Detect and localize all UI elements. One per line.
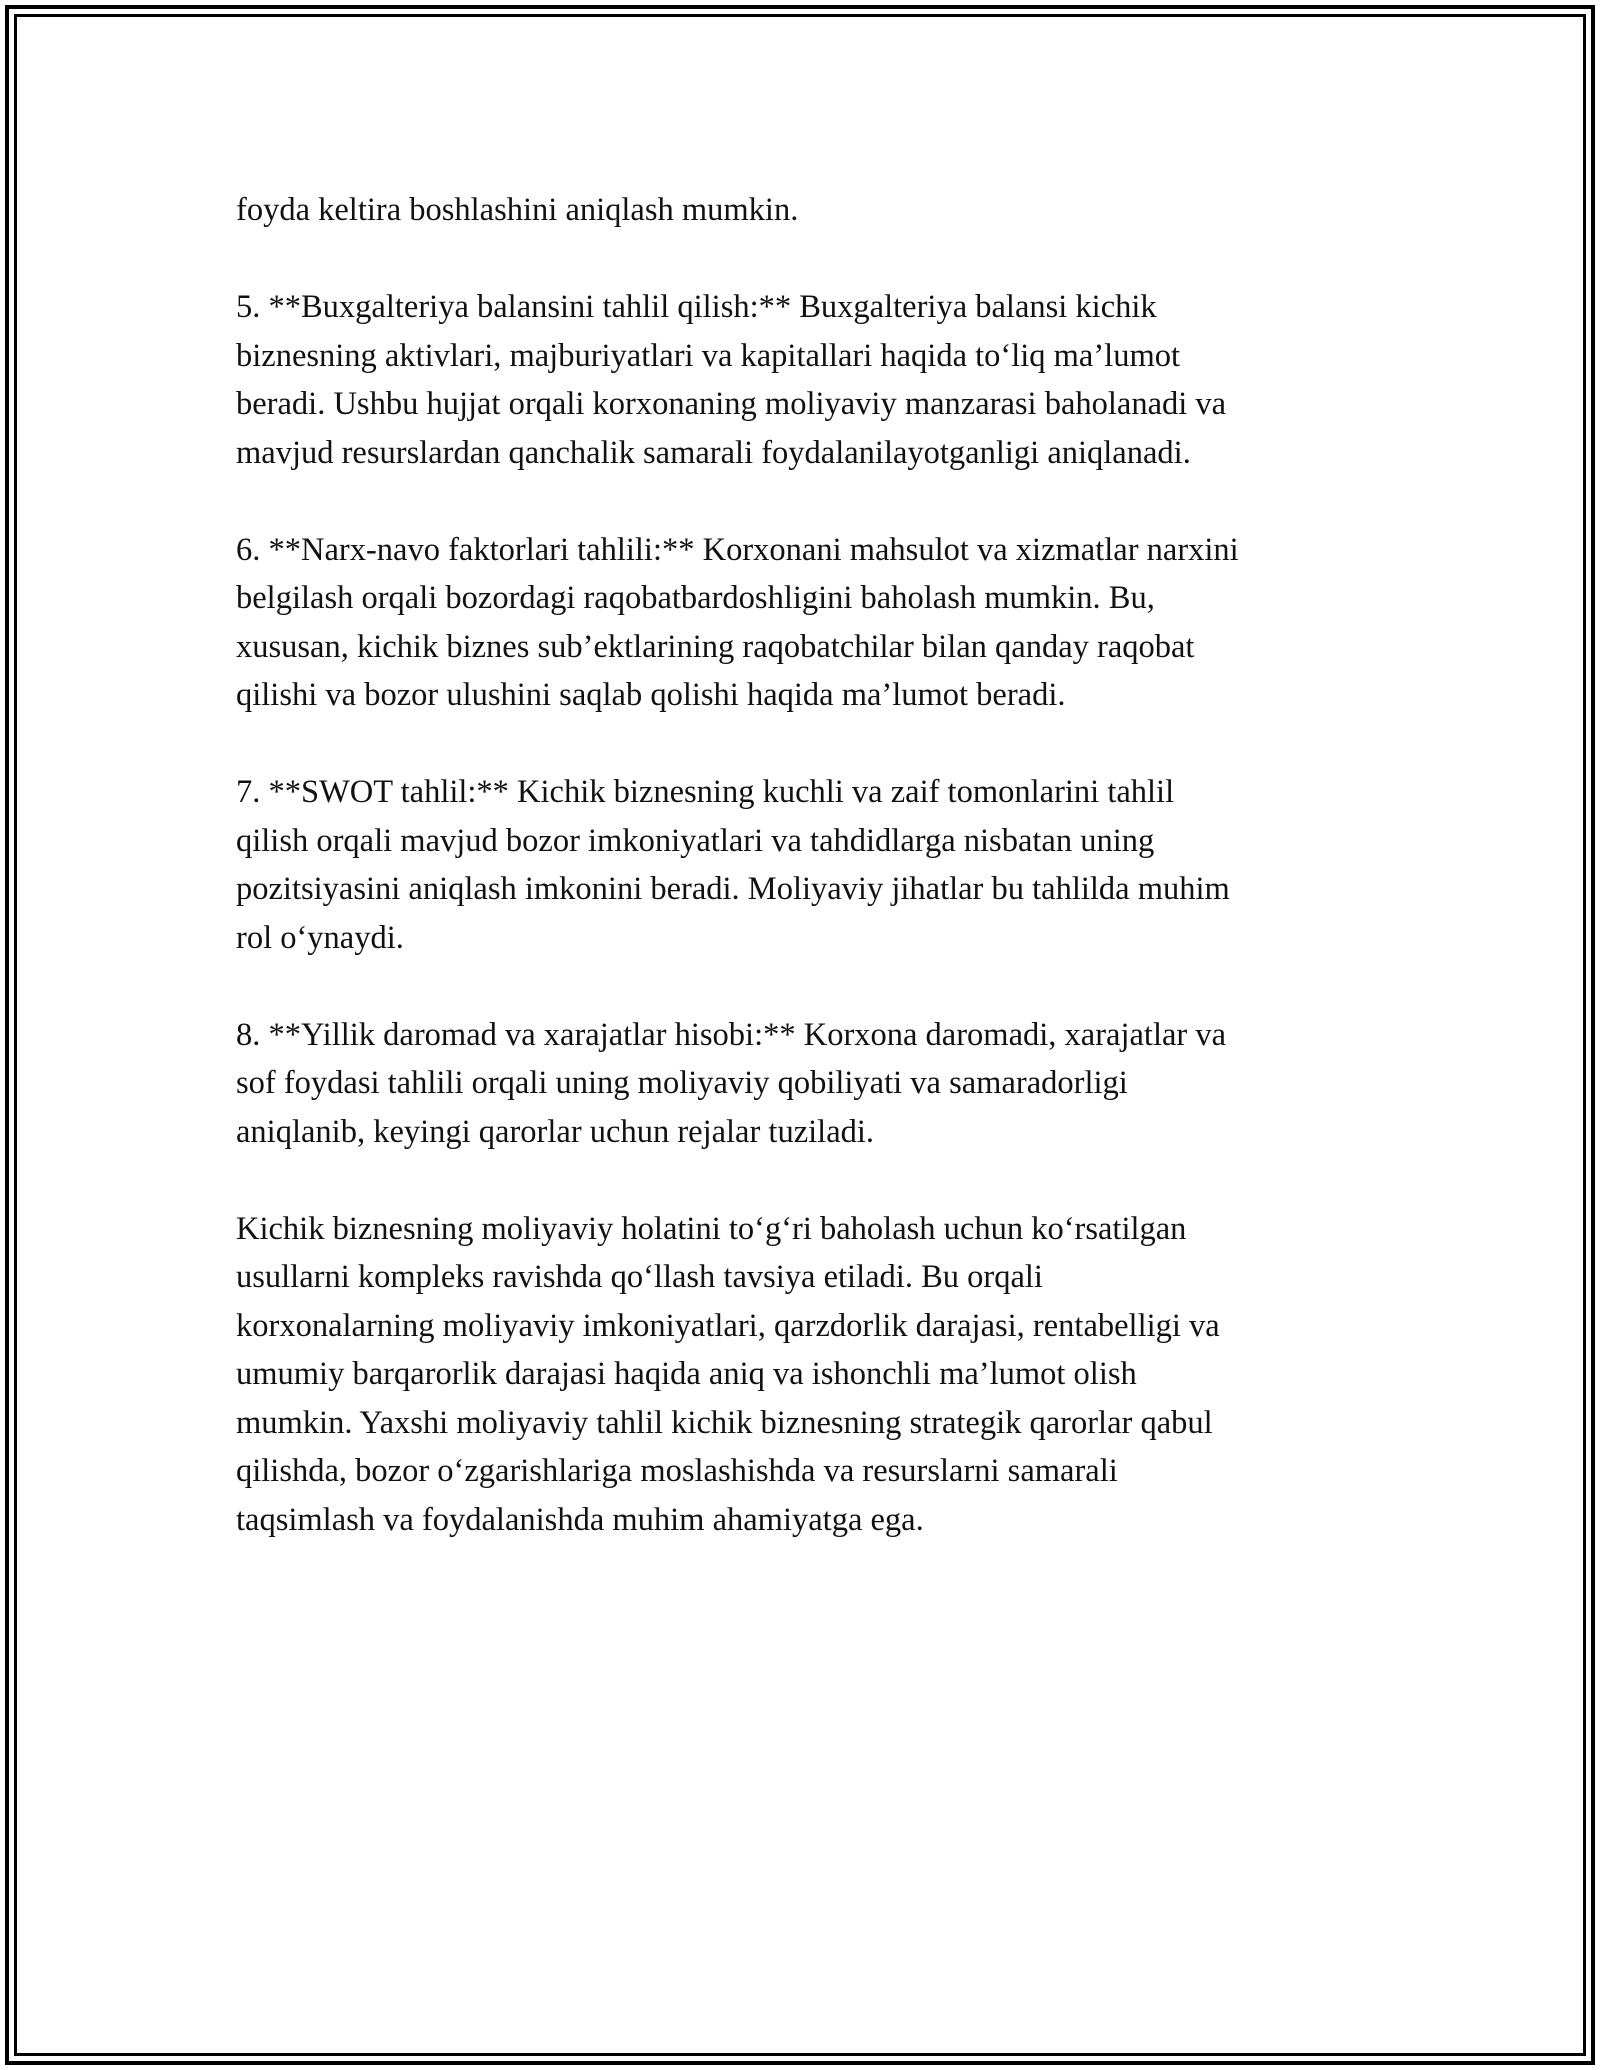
paragraph-conclusion: Kichik biznesning moliyaviy holatini to‘g‘ri baholash uchun ko‘rsatilgan usullarni kompleks ravishda qo‘llash tavsiya etiladi. Bu orqali korxonalarning moliyaviy imkoniyatlari, qarzdorlik darajasi, rentabelligi va umumiy barqarorlik darajasi haqida aniq va ishonchli ma’lumot olish mumkin. Yaxshi moliyaviy tahlil kichik biznesning strategik qarorlar qabul qilishda, bozor o‘zgarishlariga moslashishda va resurslarni samarali taqsimlash va foydalanishda muhim ahamiyatga ega. <box>236 1210 1220 1538</box>
paragraph-item-5-balance-sheet: 5. **Buxgalteriya balansini tahlil qilish:** Buxgalteriya balansi kichik biznesning aktivlari, majburiyatlari va kapitallari haqida to‘liq ma’lumot beradi. Ushbu hujjat orqali korxonaning moliyaviy manzarasi baholanadi va mavjud resurslardan qanchalik samarali foydalanilayotganligi aniqlanadi. <box>236 289 1227 471</box>
paragraph-item-8-annual-income: 8. **Yillik daromad va xarajatlar hisobi:** Korxona daromadi, xarajatlar va sof foydasi tahlili orqali uning moliyaviy qobiliyati va samaradorligi aniqlanib, keyingi qarorlar uchun rejalar tuziladi. <box>236 1016 1227 1150</box>
paragraph-item-7-swot: 7. **SWOT tahlil:** Kichik biznesning kuchli va zaif tomonlarini tahlil qilish orqali mavjud bozor imkoniyatlari va tahdidlarga nisbatan uning pozitsiyasini aniqlash imkonini beradi. Moliyaviy jihatlar bu tahlilda muhim rol o‘ynaydi. <box>236 774 1230 956</box>
paragraph-item-6-price-factors: 6. **Narx-navo faktorlari tahlili:** Korxonani mahsulot va xizmatlar narxini belgilash orqali bozordagi raqobatbardoshligini baholash mumkin. Bu, xususan, kichik biznes sub’ektlarining raqobatchilar bilan qanday raqobat qilishi va bozor ulushini saqlab qolishi haqida ma’lumot beradi. <box>236 531 1239 713</box>
document-body <box>236 186 1386 1544</box>
paragraph-intro-continuation: foyda keltira boshlashini aniqlash mumkin. <box>236 192 799 228</box>
